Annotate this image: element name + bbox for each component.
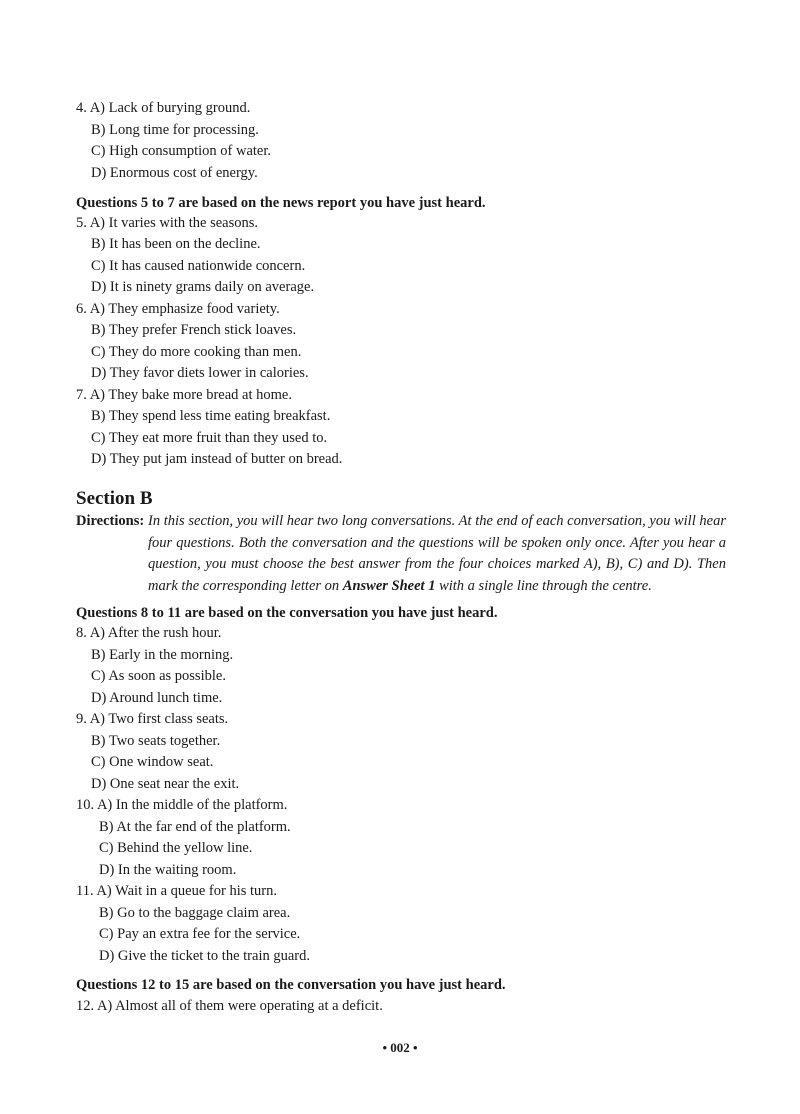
q6-option-a: 6. A) They emphasize food variety. [76,301,280,317]
q6-option-b: B) They prefer French stick loaves. [91,322,297,338]
directions-text-part-1: In this section, you will hear two long conversations. At the end of each conversation, you will hear four questions. Both the conversation and the questions will be spoken only once. After you hear a question, you must choose the best answer from the four choices marked A), B), C) and D). Then mark the corresponding letter on [148,513,726,594]
page-number: • 002 • [382,1040,418,1055]
group-heading-5-7: Questions 5 to 7 are based on the news report you have just heard. [76,195,486,211]
directions-text [148,511,726,597]
q10-option-a: 10. A) In the middle of the platform. [76,797,288,813]
q10-option-d: D) In the waiting room. [99,862,237,878]
q8-option-c: C) As soon as possible. [91,668,226,684]
directions-block [76,511,726,597]
q5-option-d: D) It is ninety grams daily on average. [91,279,315,295]
q7-option-c: C) They eat more fruit than they used to. [91,430,328,446]
q10-option-c: C) Behind the yellow line. [99,840,253,856]
q11-option-a: 11. A) Wait in a queue for his turn. [76,883,277,899]
q5-option-b: B) It has been on the decline. [91,236,261,252]
q5-option-a: 5. A) It varies with the seasons. [76,215,259,231]
q9-option-a: 9. A) Two first class seats. [76,711,229,727]
q8-option-d: D) Around lunch time. [91,690,223,706]
q11-option-c: C) Pay an extra fee for the service. [99,926,301,942]
q7-option-b: B) They spend less time eating breakfast. [91,408,331,424]
group-heading-8-11: Questions 8 to 11 are based on the conversation you have just heard. [76,605,498,621]
q8-option-a: 8. A) After the rush hour. [76,625,222,641]
q9-option-c: C) One window seat. [91,754,214,770]
q9-option-b: B) Two seats together. [91,733,221,749]
q4-option-c: C) High consumption of water. [91,143,272,159]
q4-option-a: 4. A) Lack of burying ground. [76,100,251,116]
q5-option-c: C) It has caused nationwide concern. [91,258,306,274]
q11-option-b: B) Go to the baggage claim area. [99,905,291,921]
directions-label: Directions: [76,513,145,529]
q8-option-b: B) Early in the morning. [91,647,234,663]
q12-option-a: 12. A) Almost all of them were operating at a deficit. [76,998,383,1014]
q10-option-b: B) At the far end of the platform. [99,819,291,835]
q6-option-d: D) They favor diets lower in calories. [91,365,309,381]
group-heading-12-15: Questions 12 to 15 are based on the conversation you have just heard. [76,977,506,993]
q7-option-a: 7. A) They bake more bread at home. [76,387,292,403]
q9-option-d: D) One seat near the exit. [91,776,240,792]
directions-text-part-2: with a single line through the centre. [435,577,652,594]
q6-option-c: C) They do more cooking than men. [91,344,302,360]
q7-option-d: D) They put jam instead of butter on bread. [91,451,343,467]
q4-option-d: D) Enormous cost of energy. [91,165,258,181]
q4-option-b: B) Long time for processing. [91,122,259,138]
section-title: Section B [76,488,153,509]
q11-option-d: D) Give the ticket to the train guard. [99,948,310,964]
answer-sheet-reference: Answer Sheet 1 [342,577,436,594]
